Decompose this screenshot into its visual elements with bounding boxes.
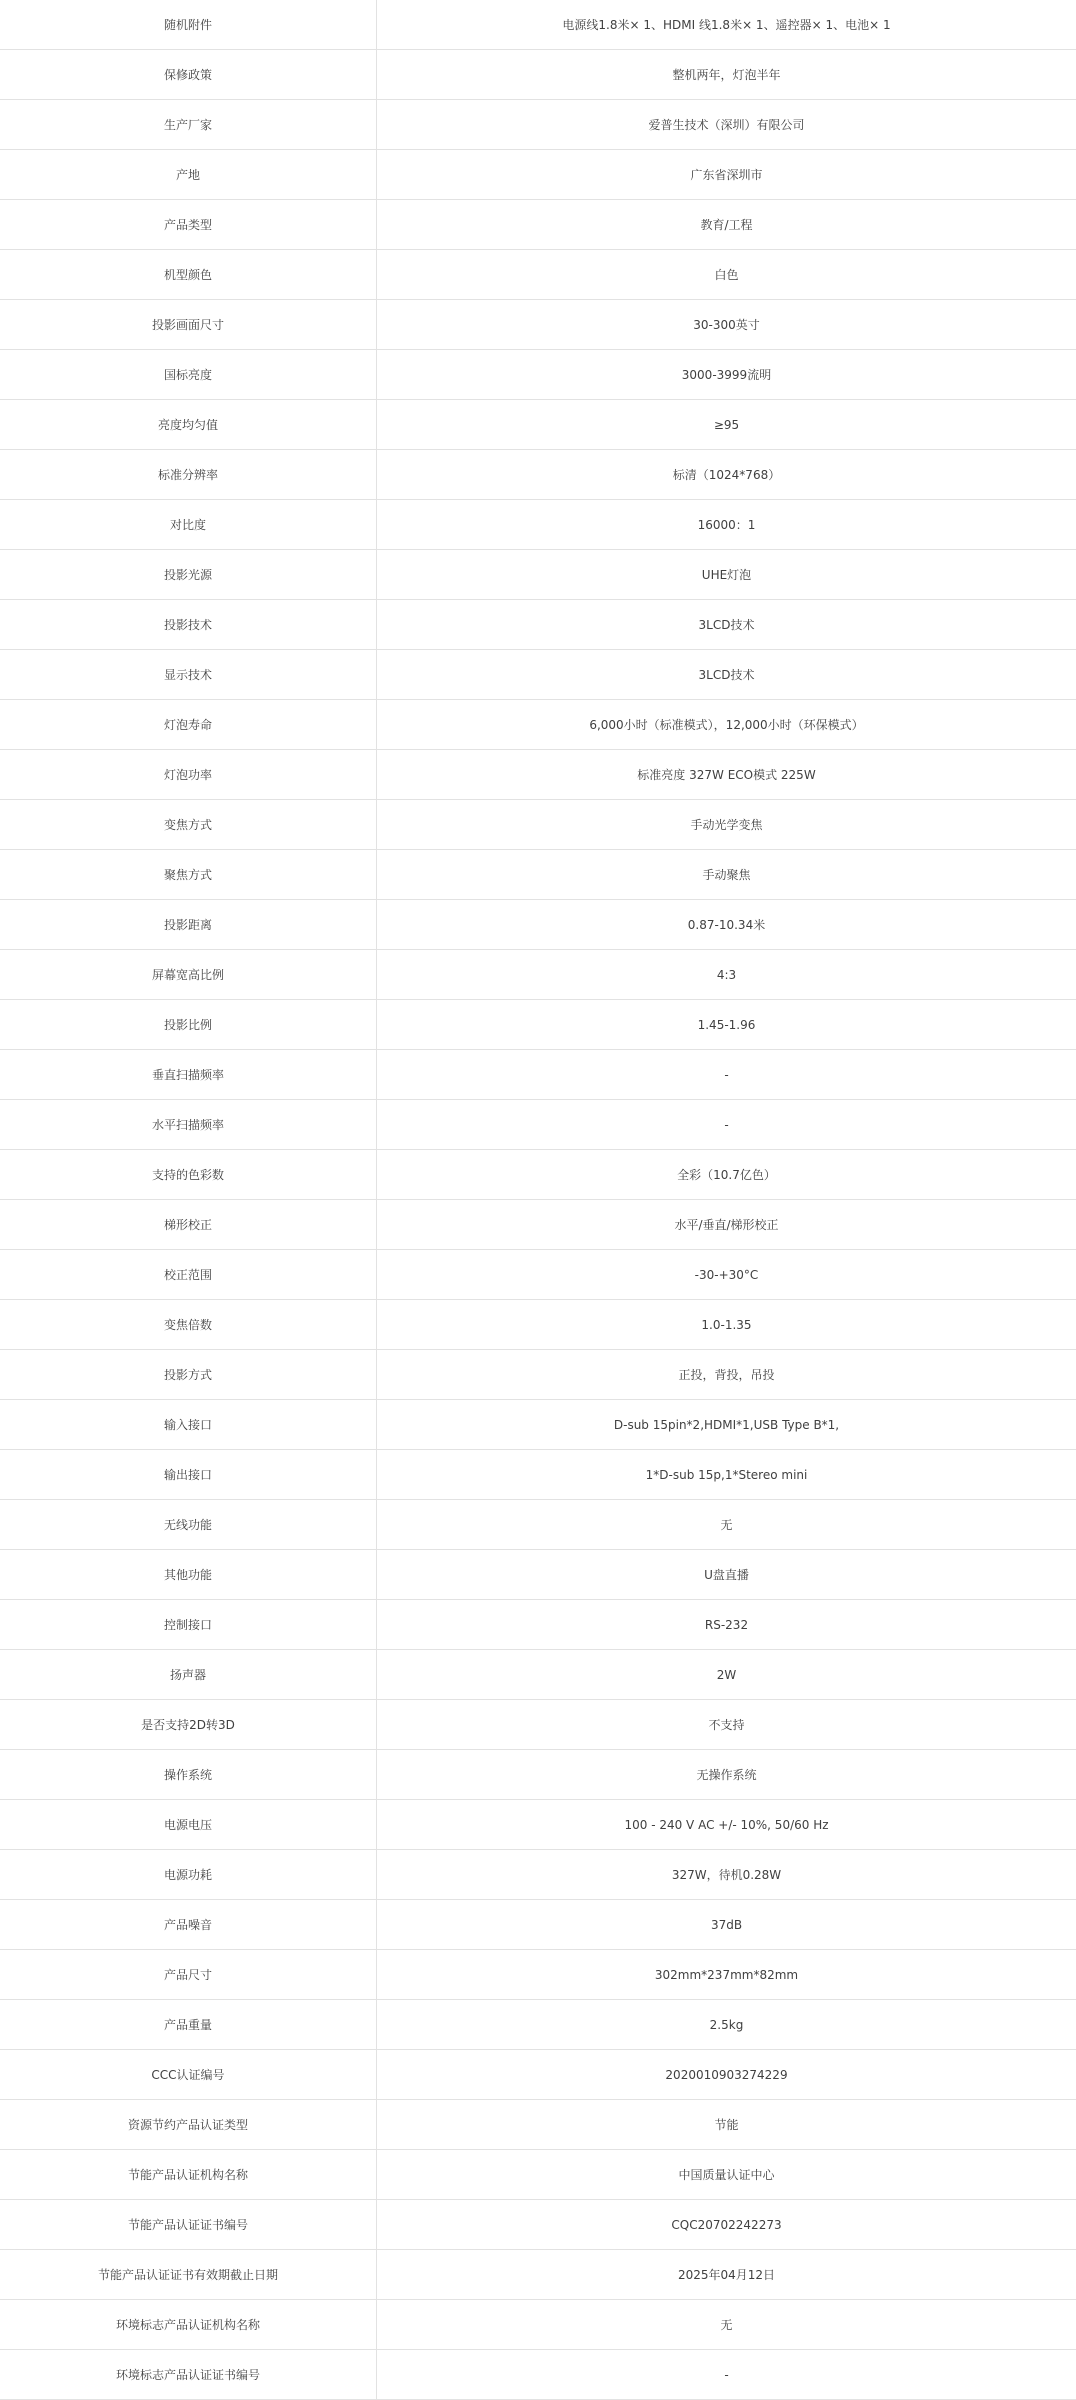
spec-value: 302mm*237mm*82mm bbox=[377, 1950, 1076, 2000]
table-row bbox=[0, 700, 1076, 750]
table-row bbox=[0, 1650, 1076, 1700]
spec-value: 整机两年，灯泡半年 bbox=[377, 50, 1076, 100]
spec-label: 环境标志产品认证证书编号 bbox=[0, 2350, 377, 2400]
table-row bbox=[0, 1750, 1076, 1800]
table-row bbox=[0, 900, 1076, 950]
spec-label: 垂直扫描频率 bbox=[0, 1050, 377, 1100]
spec-label: 变焦方式 bbox=[0, 800, 377, 850]
spec-label: 投影光源 bbox=[0, 550, 377, 600]
spec-value: 3LCD技术 bbox=[377, 600, 1076, 650]
spec-label: 对比度 bbox=[0, 500, 377, 550]
spec-label: 投影画面尺寸 bbox=[0, 300, 377, 350]
spec-value: D-sub 15pin*2,HDMI*1,USB Type B*1, bbox=[377, 1400, 1076, 1450]
table-row bbox=[0, 850, 1076, 900]
table-row bbox=[0, 1850, 1076, 1900]
table-row bbox=[0, 800, 1076, 850]
spec-value: 37dB bbox=[377, 1900, 1076, 1950]
spec-value: - bbox=[377, 1100, 1076, 1150]
table-row bbox=[0, 600, 1076, 650]
table-row bbox=[0, 650, 1076, 700]
spec-label: 聚焦方式 bbox=[0, 850, 377, 900]
spec-value: 2W bbox=[377, 1650, 1076, 1700]
spec-value: 无 bbox=[377, 1500, 1076, 1550]
table-row bbox=[0, 200, 1076, 250]
spec-label: 亮度均匀值 bbox=[0, 400, 377, 450]
spec-value: 4:3 bbox=[377, 950, 1076, 1000]
table-row bbox=[0, 250, 1076, 300]
spec-label: 节能产品认证机构名称 bbox=[0, 2150, 377, 2200]
spec-value: 无操作系统 bbox=[377, 1750, 1076, 1800]
spec-label: 产地 bbox=[0, 150, 377, 200]
table-row bbox=[0, 1350, 1076, 1400]
spec-value: ≥95 bbox=[377, 400, 1076, 450]
spec-value: 1.0-1.35 bbox=[377, 1300, 1076, 1350]
table-row bbox=[0, 350, 1076, 400]
spec-value: -30-+30°C bbox=[377, 1250, 1076, 1300]
table-row bbox=[0, 500, 1076, 550]
spec-label: 输出接口 bbox=[0, 1450, 377, 1500]
spec-value: 全彩（10.7亿色） bbox=[377, 1150, 1076, 1200]
spec-label: 水平扫描频率 bbox=[0, 1100, 377, 1150]
table-row bbox=[0, 2350, 1076, 2400]
spec-label: 产品噪音 bbox=[0, 1900, 377, 1950]
spec-label: 随机附件 bbox=[0, 0, 377, 50]
spec-label: 是否支持2D转3D bbox=[0, 1700, 377, 1750]
spec-value: 16000：1 bbox=[377, 500, 1076, 550]
spec-value: 30-300英寸 bbox=[377, 300, 1076, 350]
spec-label: 节能产品认证证书有效期截止日期 bbox=[0, 2250, 377, 2300]
spec-value: 无 bbox=[377, 2300, 1076, 2350]
spec-value: 6,000小时（标准模式），12,000小时（环保模式） bbox=[377, 700, 1076, 750]
table-row bbox=[0, 2000, 1076, 2050]
table-row bbox=[0, 1400, 1076, 1450]
table-row bbox=[0, 550, 1076, 600]
spec-label: 投影距离 bbox=[0, 900, 377, 950]
table-row bbox=[0, 1950, 1076, 2000]
spec-value: 广东省深圳市 bbox=[377, 150, 1076, 200]
table-row bbox=[0, 2050, 1076, 2100]
spec-value: 手动聚焦 bbox=[377, 850, 1076, 900]
spec-label: 显示技术 bbox=[0, 650, 377, 700]
spec-value: RS-232 bbox=[377, 1600, 1076, 1650]
spec-label: 扬声器 bbox=[0, 1650, 377, 1700]
spec-label: 投影方式 bbox=[0, 1350, 377, 1400]
table-row bbox=[0, 1450, 1076, 1500]
spec-label: CCC认证编号 bbox=[0, 2050, 377, 2100]
table-row bbox=[0, 1100, 1076, 1150]
spec-value: 2025年04月12日 bbox=[377, 2250, 1076, 2300]
spec-value: 标清（1024*768） bbox=[377, 450, 1076, 500]
spec-label: 梯形校正 bbox=[0, 1200, 377, 1250]
table-row bbox=[0, 1200, 1076, 1250]
table-row bbox=[0, 2150, 1076, 2200]
spec-value: 1.45-1.96 bbox=[377, 1000, 1076, 1050]
spec-label: 支持的色彩数 bbox=[0, 1150, 377, 1200]
spec-label: 产品类型 bbox=[0, 200, 377, 250]
table-row bbox=[0, 300, 1076, 350]
spec-value: 电源线1.8米× 1、HDMI 线1.8米× 1、遥控器× 1、电池× 1 bbox=[377, 0, 1076, 50]
table-row bbox=[0, 1900, 1076, 1950]
spec-label: 产品重量 bbox=[0, 2000, 377, 2050]
spec-label: 电源功耗 bbox=[0, 1850, 377, 1900]
table-row bbox=[0, 450, 1076, 500]
spec-value: 白色 bbox=[377, 250, 1076, 300]
table-row bbox=[0, 1250, 1076, 1300]
spec-label: 生产厂家 bbox=[0, 100, 377, 150]
table-row bbox=[0, 950, 1076, 1000]
table-row bbox=[0, 1150, 1076, 1200]
spec-label: 机型颜色 bbox=[0, 250, 377, 300]
spec-value: 3000-3999流明 bbox=[377, 350, 1076, 400]
spec-value: 2.5kg bbox=[377, 2000, 1076, 2050]
table-row bbox=[0, 750, 1076, 800]
spec-value: 水平/垂直/梯形校正 bbox=[377, 1200, 1076, 1250]
table-row bbox=[0, 1550, 1076, 1600]
spec-value: 节能 bbox=[377, 2100, 1076, 2150]
spec-value: 100 - 240 V AC +/- 10%, 50/60 Hz bbox=[377, 1800, 1076, 1850]
spec-value: 中国质量认证中心 bbox=[377, 2150, 1076, 2200]
table-row bbox=[0, 400, 1076, 450]
table-row bbox=[0, 2250, 1076, 2300]
table-row bbox=[0, 1600, 1076, 1650]
spec-value: 正投，背投，吊投 bbox=[377, 1350, 1076, 1400]
spec-value: 0.87-10.34米 bbox=[377, 900, 1076, 950]
spec-label: 资源节约产品认证类型 bbox=[0, 2100, 377, 2150]
table-row bbox=[0, 2200, 1076, 2250]
spec-label: 灯泡功率 bbox=[0, 750, 377, 800]
spec-label: 输入接口 bbox=[0, 1400, 377, 1450]
spec-label: 产品尺寸 bbox=[0, 1950, 377, 2000]
spec-label: 灯泡寿命 bbox=[0, 700, 377, 750]
table-row bbox=[0, 100, 1076, 150]
spec-value: UHE灯泡 bbox=[377, 550, 1076, 600]
spec-value: 327W，待机0.28W bbox=[377, 1850, 1076, 1900]
spec-label: 投影比例 bbox=[0, 1000, 377, 1050]
table-row bbox=[0, 1800, 1076, 1850]
spec-label: 其他功能 bbox=[0, 1550, 377, 1600]
spec-label: 无线功能 bbox=[0, 1500, 377, 1550]
spec-label: 保修政策 bbox=[0, 50, 377, 100]
spec-label: 控制接口 bbox=[0, 1600, 377, 1650]
spec-value: 教育/工程 bbox=[377, 200, 1076, 250]
spec-label: 校正范围 bbox=[0, 1250, 377, 1300]
spec-value: 1*D-sub 15p,1*Stereo mini bbox=[377, 1450, 1076, 1500]
spec-label: 标准分辨率 bbox=[0, 450, 377, 500]
spec-label: 变焦倍数 bbox=[0, 1300, 377, 1350]
spec-value: 手动光学变焦 bbox=[377, 800, 1076, 850]
spec-label: 投影技术 bbox=[0, 600, 377, 650]
table-row bbox=[0, 1300, 1076, 1350]
spec-label: 屏幕宽高比例 bbox=[0, 950, 377, 1000]
spec-value: 3LCD技术 bbox=[377, 650, 1076, 700]
table-row bbox=[0, 1500, 1076, 1550]
spec-value: U盘直播 bbox=[377, 1550, 1076, 1600]
table-row bbox=[0, 1700, 1076, 1750]
table-row bbox=[0, 1000, 1076, 1050]
spec-label: 电源电压 bbox=[0, 1800, 377, 1850]
spec-label: 操作系统 bbox=[0, 1750, 377, 1800]
spec-value: - bbox=[377, 1050, 1076, 1100]
table-row bbox=[0, 0, 1076, 50]
spec-value: CQC20702242273 bbox=[377, 2200, 1076, 2250]
spec-value: 爱普生技术（深圳）有限公司 bbox=[377, 100, 1076, 150]
spec-value: - bbox=[377, 2350, 1076, 2400]
table-row bbox=[0, 150, 1076, 200]
spec-value: 2020010903274229 bbox=[377, 2050, 1076, 2100]
spec-value: 不支持 bbox=[377, 1700, 1076, 1750]
table-row bbox=[0, 2100, 1076, 2150]
spec-label: 环境标志产品认证机构名称 bbox=[0, 2300, 377, 2350]
table-row bbox=[0, 50, 1076, 100]
spec-label: 国标亮度 bbox=[0, 350, 377, 400]
table-row bbox=[0, 2300, 1076, 2350]
spec-label: 节能产品认证证书编号 bbox=[0, 2200, 377, 2250]
table-row bbox=[0, 1050, 1076, 1100]
spec-value: 标准亮度 327W ECO模式 225W bbox=[377, 750, 1076, 800]
